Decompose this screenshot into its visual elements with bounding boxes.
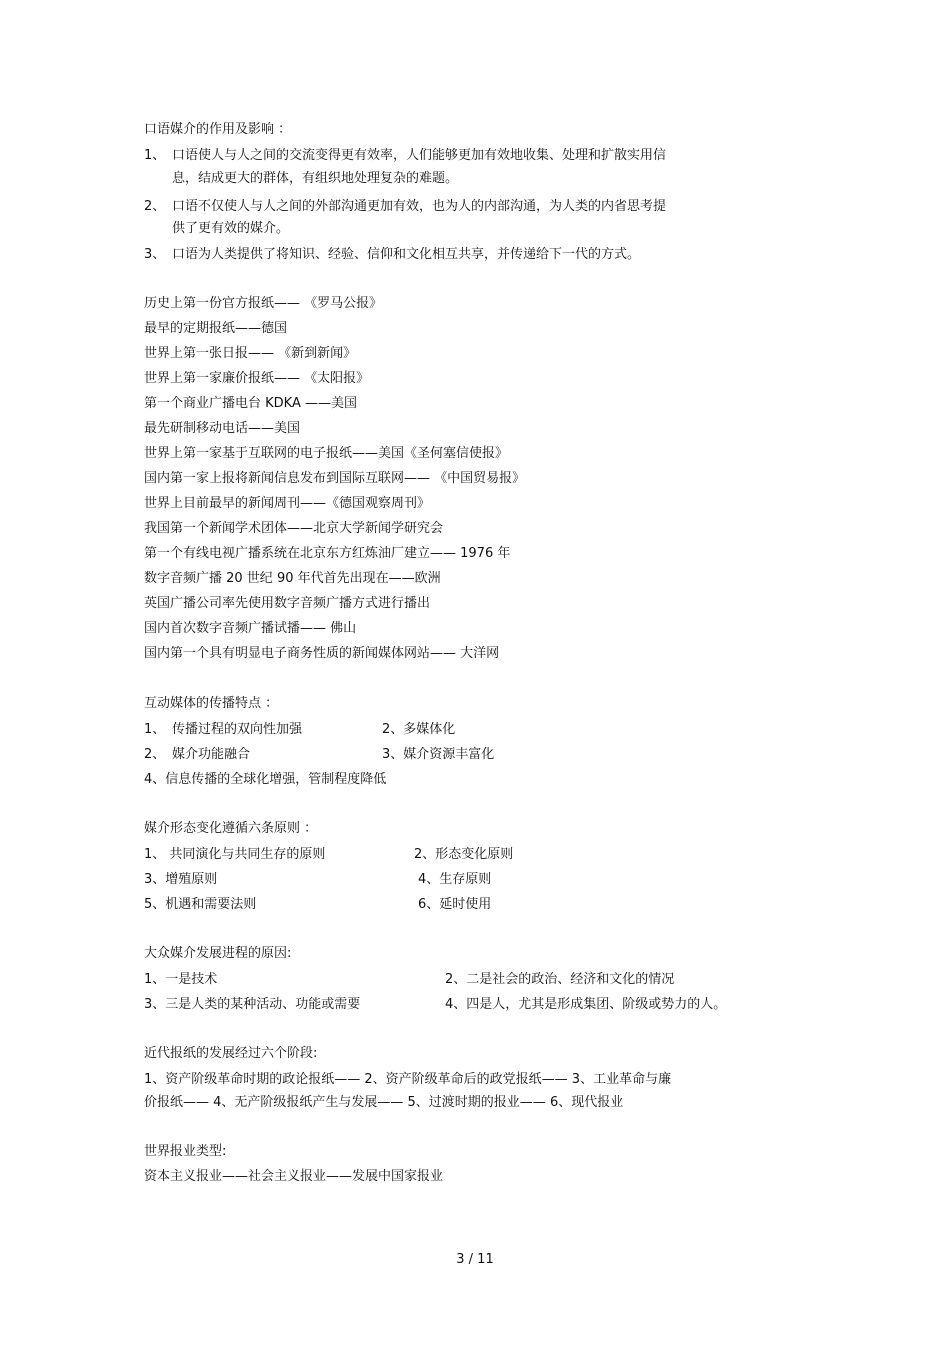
list-item-text: 传播过程的双向性加强 <box>172 722 303 737</box>
fact-line: 世界上第一家基于互联网的电子报纸——美国《圣何塞信使报》 <box>144 446 509 461</box>
list-item-text: 3、增殖原则 <box>144 872 218 887</box>
section-heading-oral: 口语媒介的作用及影响 ： <box>144 122 292 137</box>
list-item-text: 息，结成更大的群体，有组织地处理复杂的难题。 <box>172 171 459 186</box>
list-item-text: 口语不仅使人与人之间的外部沟通更加有效，也为人的内部沟通，为人类的内省思考提 <box>172 199 667 214</box>
fact-line: 英国广播公司率先使用数字音频广播方式进行播出 <box>144 596 431 611</box>
list-item-text: 口语为人类提供了将知识、经验、信仰和文化相互共享，并传递给下一代的方式。 <box>172 247 641 262</box>
fact-line: 最先研制移动电话——美国 <box>144 421 301 436</box>
fact-line: 国内第一个具有明显电子商务性质的新闻媒体网站—— 大洋网 <box>144 646 500 661</box>
list-item-text: 6、延时使用 <box>418 897 492 912</box>
list-item-text: 3、三是人类的某种活动、功能或需要 <box>144 997 361 1012</box>
fact-line: 第一个商业广播电台 KDKA ——美国 <box>144 396 357 411</box>
paragraph-line: 资本主义报业——社会主义报业——发展中国家报业 <box>144 1169 444 1184</box>
list-item-text: 4、信息传播的全球化增强，管制程度降低 <box>144 772 387 787</box>
fact-line: 历史上第一份官方报纸—— 《罗马公报》 <box>144 296 383 311</box>
list-item-text: 4、生存原则 <box>418 872 492 887</box>
list-item-text: 4、四是人，尤其是形成集团、阶级或势力的人。 <box>445 997 727 1012</box>
list-item-text: 1、 共同演化与共同生存的原则 <box>144 847 326 862</box>
fact-line: 数字音频广播 20 世纪 90 年代首先出现在——欧洲 <box>144 571 441 586</box>
paragraph-line: 1、资产阶级革命时期的政论报纸—— 2、资产阶级革命后的政党报纸—— 3、工业革命与廉 <box>144 1072 672 1087</box>
fact-line: 世界上目前最早的新闻周刊——《德国观察周刊》 <box>144 496 431 511</box>
list-number: 1、 <box>144 148 166 163</box>
list-item-text: 1、一是技术 <box>144 972 218 987</box>
list-item-text: 媒介功能融合 <box>172 747 251 762</box>
fact-line: 世界上第一张日报—— 《新到新闻》 <box>144 346 357 361</box>
page-number: 3 / 11 <box>456 1252 494 1267</box>
fact-line: 最早的定期报纸——德国 <box>144 321 288 336</box>
section-heading-types: 世界报业类型: <box>144 1144 227 1159</box>
list-item-text: 2、多媒体化 <box>382 722 456 737</box>
list-number: 2、 <box>144 199 166 214</box>
section-heading-reasons: 大众媒介发展进程的原因: <box>144 946 292 961</box>
section-heading-interactive: 互动媒体的传播特点 ： <box>144 696 279 711</box>
paragraph-line: 价报纸—— 4、无产阶级报纸产生与发展—— 5、过渡时期的报业—— 6、现代报业 <box>144 1095 624 1110</box>
fact-line: 第一个有线电视广播系统在北京东方红炼油厂建立—— 1976 年 <box>144 546 511 561</box>
fact-line: 世界上第一家廉价报纸—— 《太阳报》 <box>144 371 370 386</box>
list-item-text: 3、媒介资源丰富化 <box>382 747 495 762</box>
list-number: 1、 <box>144 722 166 737</box>
list-item-text: 5、机遇和需要法则 <box>144 897 257 912</box>
fact-line: 国内第一家上报将新闻信息发布到国际互联网—— 《中国贸易报》 <box>144 471 526 486</box>
section-heading-principles: 媒介形态变化遵循六条原则 ： <box>144 821 318 836</box>
list-item-text: 口语使人与人之间的交流变得更有效率，人们能够更加有效地收集、处理和扩散实用信 <box>172 148 667 163</box>
list-item-text: 2、二是社会的政治、经济和文化的情况 <box>445 972 675 987</box>
fact-line: 国内首次数字音频广播试播—— 佛山 <box>144 621 357 636</box>
fact-line: 我国第一个新闻学术团体——北京大学新闻学研究会 <box>144 521 444 536</box>
section-heading-newspapers: 近代报纸的发展经过六个阶段: <box>144 1046 318 1061</box>
list-item-text: 供了更有效的媒介。 <box>172 221 290 236</box>
list-number: 3、 <box>144 247 166 262</box>
list-item-text: 2、形态变化原则 <box>414 847 514 862</box>
list-number: 2、 <box>144 747 166 762</box>
